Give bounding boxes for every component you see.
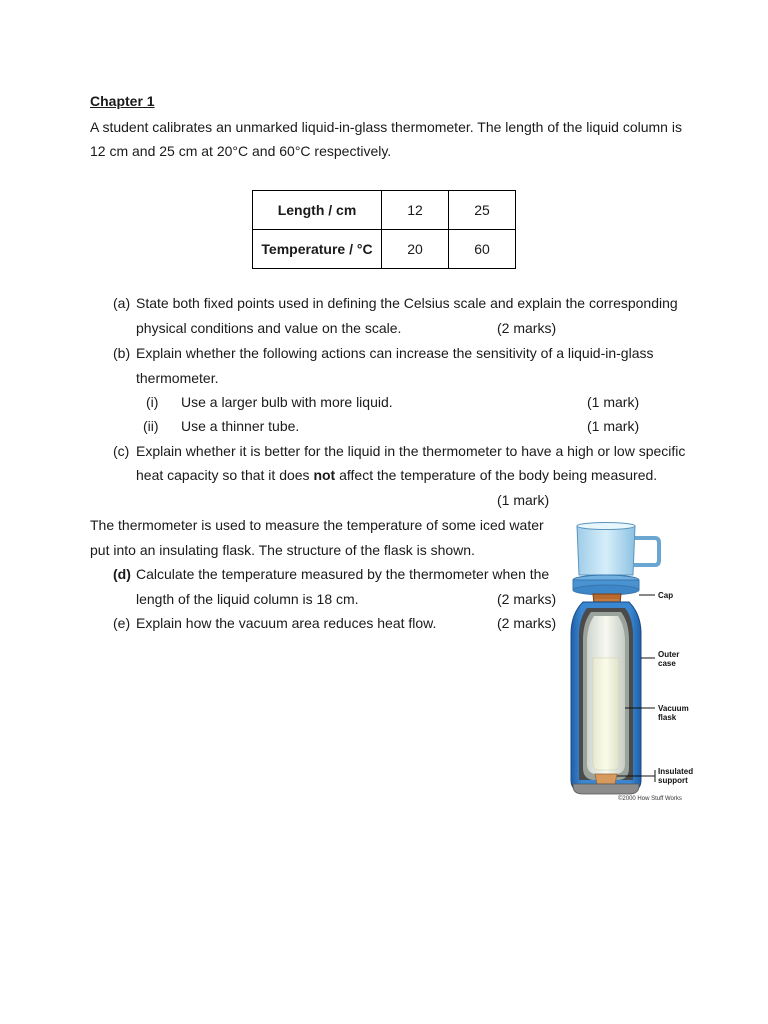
- question-d-line-2: length of the liquid column is 18 cm.: [136, 591, 359, 607]
- label-support-2: support: [658, 776, 688, 785]
- table-row: [253, 191, 516, 230]
- question-b-i-label: (i): [146, 394, 159, 410]
- question-c-line-1: Explain whether it is better for the liquid in the thermometer to have a high or low specific: [136, 443, 686, 459]
- intro-line-2: 12 cm and 25 cm at 20°C and 60°C respectively.: [90, 143, 392, 159]
- intro-line-1: A student calibrates an unmarked liquid-in-glass thermometer. The length of the liquid column is: [90, 119, 682, 135]
- cup-icon: [577, 523, 659, 576]
- chapter-heading: Chapter 1: [90, 93, 155, 109]
- question-d-marks: (2 marks): [497, 591, 557, 607]
- question-c-label: (c): [113, 443, 130, 459]
- table-cell: 60: [449, 230, 516, 269]
- label-outer-case-1: Outer: [658, 650, 680, 659]
- flask-text-line-2: put into an insulating flask. The structure of the flask is shown.: [90, 542, 475, 558]
- table-header-temperature: Temperature / °C: [253, 230, 382, 269]
- question-b-ii-text: Use a thinner tube.: [181, 418, 300, 434]
- question-b-line-1: Explain whether the following actions can increase the sensitivity of a liquid-in-glass: [136, 345, 654, 361]
- question-b-i-marks: (1 mark): [587, 394, 640, 410]
- table-header-length: Length / cm: [253, 191, 382, 230]
- vacuum-flask-diagram: [555, 518, 705, 808]
- table-cell: 20: [382, 230, 449, 269]
- table-cell: 12: [382, 191, 449, 230]
- question-e-line-1: Explain how the vacuum area reduces heat flow.: [136, 615, 437, 631]
- calibration-table: [252, 190, 516, 269]
- table-row: [253, 230, 516, 269]
- question-e-marks: (2 marks): [497, 615, 557, 631]
- question-b-ii-label: (ii): [143, 418, 159, 434]
- question-b-ii-marks: (1 mark): [587, 418, 640, 434]
- question-d-label: (d): [113, 566, 131, 582]
- question-b-i-text: Use a larger bulb with more liquid.: [181, 394, 393, 410]
- question-c-marks: (1 mark): [497, 492, 550, 508]
- label-cap: Cap: [658, 591, 674, 600]
- question-a-marks: (2 marks): [497, 320, 557, 336]
- table-cell: 25: [449, 191, 516, 230]
- question-b-label: (b): [113, 345, 131, 361]
- question-b-line-2: thermometer.: [136, 370, 219, 386]
- question-c-line-2: [136, 467, 657, 483]
- question-a-label: (a): [113, 295, 131, 311]
- label-outer-case-2: case: [658, 659, 676, 668]
- flask-text-line-1: The thermometer is used to measure the temperature of some iced water: [90, 517, 544, 533]
- label-support-1: Insulated: [658, 767, 694, 776]
- question-a-line-2: physical conditions and value on the scale.: [136, 320, 402, 336]
- question-d-line-1: Calculate the temperature measured by the thermometer when the: [136, 566, 550, 582]
- diagram-copyright: ©2000 How Stuff Works: [618, 796, 682, 802]
- insulated-support-icon: [595, 774, 617, 784]
- question-c-emphasis: not: [313, 467, 336, 483]
- question-c-line-2-post: affect the temperature of the body being measured.: [335, 467, 658, 483]
- question-e-label: (e): [113, 615, 131, 631]
- question-a-line-1: State both fixed points used in defining the Celsius scale and explain the corresponding: [136, 295, 678, 311]
- label-vacuum-2: flask: [658, 713, 677, 722]
- question-c-line-2-pre: heat capacity so that it does: [136, 467, 314, 483]
- label-vacuum-1: Vacuum: [658, 704, 689, 713]
